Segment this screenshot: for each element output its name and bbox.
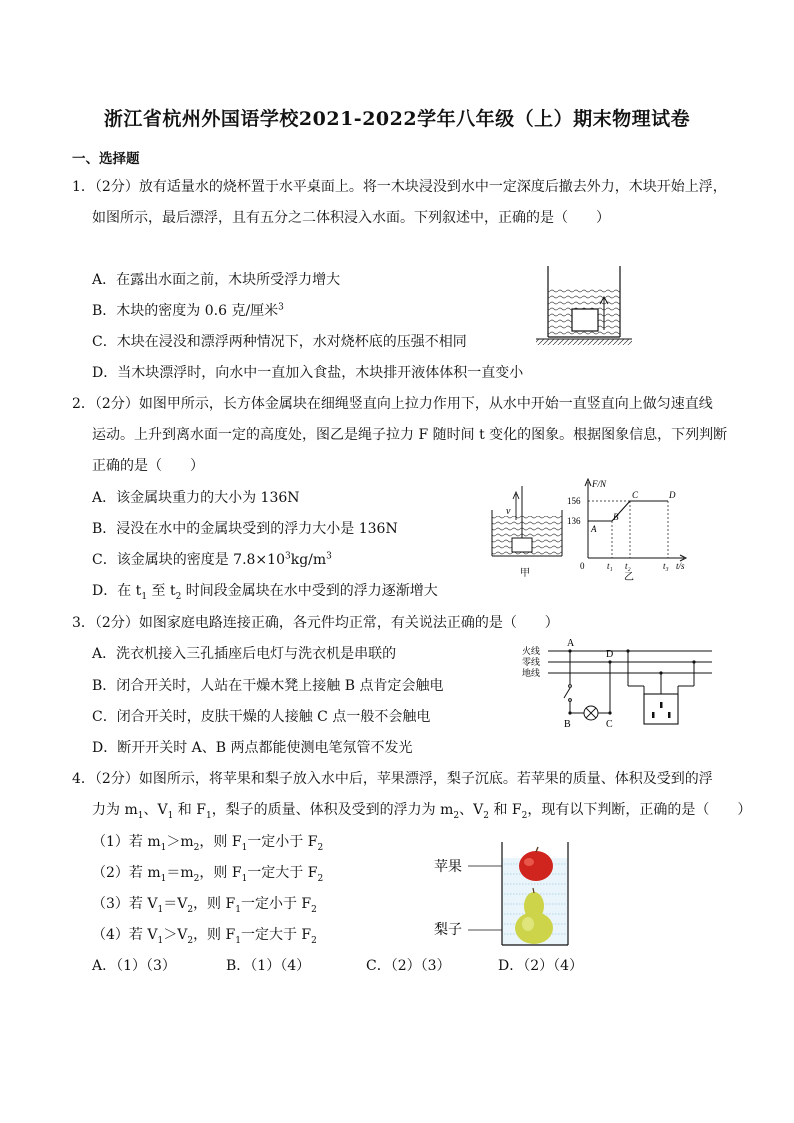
svg-text:零线: 零线 [522,658,541,668]
pear-label: 梨子 [434,922,462,938]
svg-text:A: A [591,524,597,534]
q2-figure-jia [488,484,566,580]
q3-option-b: B．闭合开关时，人站在干燥木凳上接触 B 点肯定会触电 [92,678,444,694]
q2-option-a: A．该金属块重力的大小为 136N [92,490,300,506]
q1-beaker-figure [534,264,634,348]
svg-text:B: B [613,512,619,522]
svg-text:F/N: F/N [592,479,607,489]
q3-option-c: C．闭合开关时，皮肤干燥的人接触 C 点一般不会触电 [92,709,431,725]
q1-option-d: D．当木块漂浮时，向水中一直加入食盐，木块排开液体体积一直变小 [92,365,524,381]
q1-option-b: B．木块的密度为 0.6 克/厘米$^3$ [92,302,284,319]
apple-icon [519,847,553,881]
q2-fig-v-label: v [506,506,511,517]
q3-circuit-figure [520,636,716,734]
q4-option-b: B．（1）（4） [226,958,311,974]
q4-fruit-figure [430,838,580,950]
q3-option-a: A．洗衣机接入三孔插座后电灯与洗衣机是串联的 [92,646,397,662]
svg-text:地线: 地线 [522,669,541,679]
q4-statement-4: （4）若 $V_1>V_2$，则 $F_1$一定大于 $F_2$ [92,927,317,946]
svg-text:D: D [669,490,676,500]
q2-fig-jia-label: 甲 [520,568,530,579]
q2-stem-line2: 运动。上升到离水面一定的高度处，图乙是绳子拉力 F 随时间 t 变化的图象。根据图象信息，下列判断 [92,427,728,443]
svg-text:t₁: t₁ [607,561,613,571]
svg-text:D: D [606,649,614,660]
q4-statement-3: （3）若 $V_1=V_2$，则 $F_1$一定小于 $F_2$ [92,896,317,915]
q4-statement-2: （2）若 $m_1=m_2$，则 $F_1$一定大于 $F_2$ [92,865,324,884]
q2-option-b: B．浸没在水中的金属块受到的浮力大小是 136N [92,521,398,537]
svg-text:B: B [564,719,571,730]
page-title: 浙江省杭州外国语学校2021-2022学年八年级（上）期末物理试卷 [103,108,691,130]
q1-stem-line2: 如图所示，最后漂浮，且有五分之二体积浸入水面。下列叙述中，正确的是（ ） [92,210,610,226]
svg-text:t₂: t₂ [625,561,631,571]
q3-option-d: D．断开开关时 A、B 两点都能使测电笔氖管不发光 [92,740,413,756]
q1-stem-line1: 1．（2分）放有适量水的烧杯置于水平桌面上。将一木块浸没到水中一定深度后撤去外力，木块开始上浮， [72,179,727,195]
q1-option-c: C．木块在浸没和漂浮两种情况下，水对烧杯底的压强不相同 [92,334,467,350]
q2-fig-yi-label: 乙 [624,572,634,582]
q2-option-c: C．该金属块的密度是 $7.8\times 10^3kg/m^3$ [92,551,332,568]
svg-text:t₃: t₃ [663,561,669,571]
svg-text:C: C [632,490,639,500]
svg-text:156: 156 [567,496,581,506]
q4-stem-line1: 4．（2分）如图所示，将苹果和梨子放入水中后，苹果漂浮，梨子沉底。若苹果的质量、体积及受到的浮 [72,771,713,787]
q2-option-d: D．在 $t_1$ 至 $t_2$ 时间段金属块在水中受到的浮力逐渐增大 [92,583,438,602]
q4-statement-1: （1）若 $m_1>m_2$，则 $F_1$一定小于 $F_2$ [92,834,324,853]
svg-text:C: C [606,719,613,730]
svg-text:136: 136 [567,516,581,526]
q1-option-a: A．在露出水面之前，木块所受浮力增大 [92,272,341,288]
q4-option-a: A．（1）（3） [92,958,176,974]
section-heading: 一、选择题 [72,151,140,167]
q4-option-d: D．（2）（4） [498,958,584,974]
apple-label: 苹果 [434,859,462,875]
q2-stem-line1: 2．（2分）如图甲所示，长方体金属块在细绳竖直向上拉力作用下，从水中开始一直竖直向上做匀速直线 [72,396,713,412]
svg-text:t/s: t/s [676,561,685,571]
q2-stem-line3: 正确的是（ ） [92,458,204,474]
q4-option-c: C．（2）（3） [366,958,451,974]
q3-stem: 3．（2分）如图家庭电路连接正确，各元件均正常，有关说法正确的是（ ） [72,615,559,631]
q4-stem-line2: 力为 $m_1$、$V_1$ 和 $F_1$，梨子的质量、体积及受到的浮力为 $m_2$、$V_2$ 和 $F_2$，现有以下判断，正确的是（ ） [92,802,752,821]
svg-text:0: 0 [580,561,585,571]
q2-figure-yi-graph [566,476,690,582]
svg-text:火线: 火线 [522,647,541,657]
svg-text:A: A [567,638,575,649]
